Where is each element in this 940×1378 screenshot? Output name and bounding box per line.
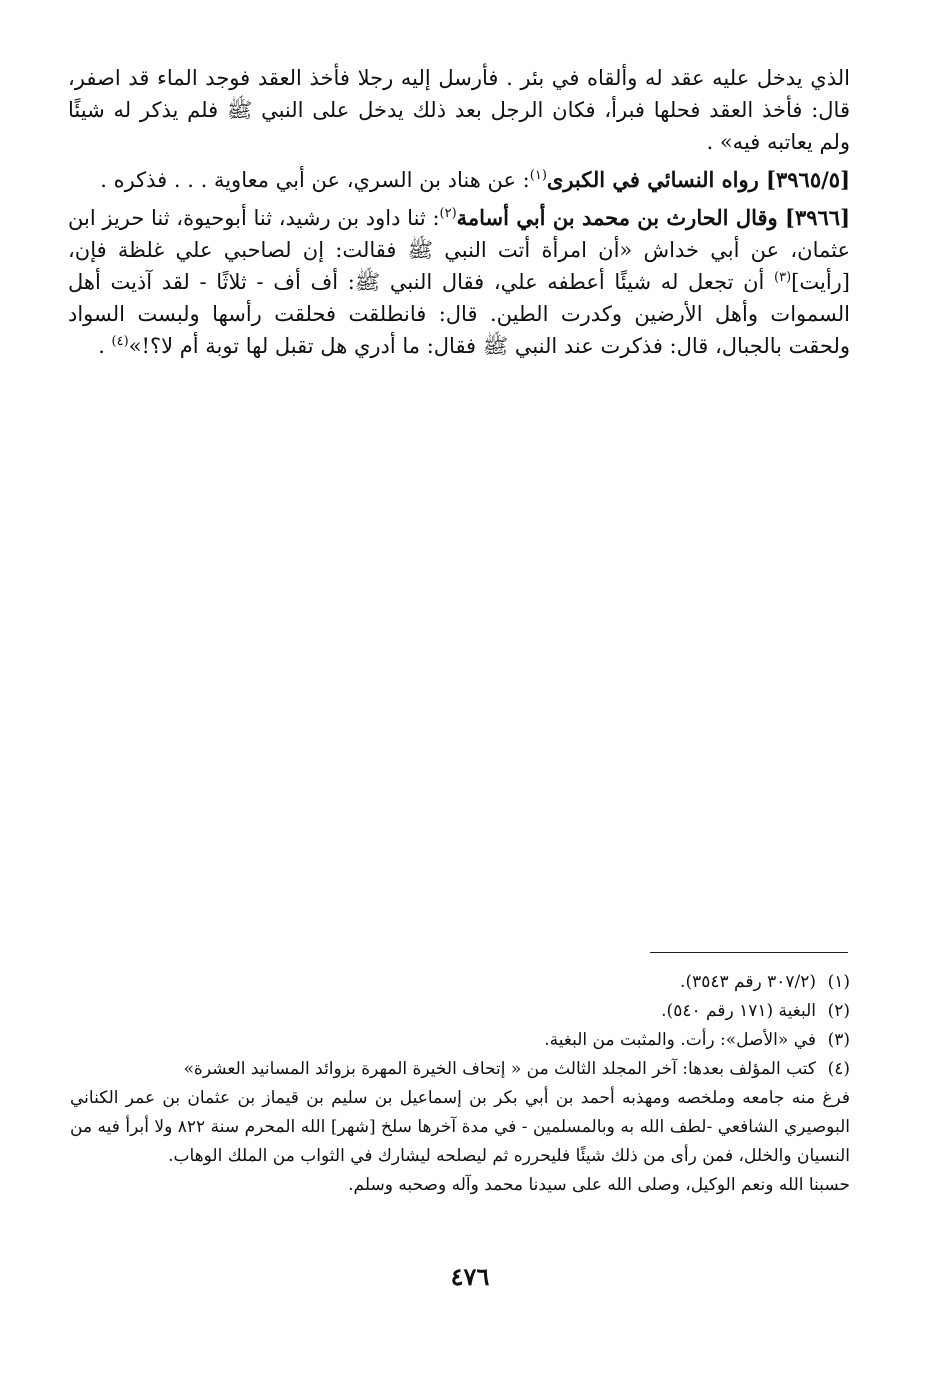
footnotes [70,968,850,1200]
footnote-4-colophon [70,1084,850,1200]
footnote-ref-1[interactable]: (١) [529,168,547,183]
footnote-ref-2[interactable]: (٢) [439,206,457,221]
footnote-number: (٣) [827,1030,850,1050]
footnote-2 [70,997,850,1026]
paragraph-hadith-end [68,62,850,158]
colophon-text: فرغ منه جامعه وملخصه ومهذبه أحمد بن أبي بكر بن إسماعيل بن سليم بن قيماز بن عثمان بن عمر الكناني البوصيري الشافعي -لطف الله به وبالمسلمين - في مدة آخرها سلخ [شهر] الله المحرم سنة ٨٢٢ ولا أبرأ فيه من النسيان والخلل، فمن رأى من ذلك شيئًا فليحرره ثم ليصلحه ليشارك في الثواب من الملك الوهاب. [70,1088,850,1166]
paragraph-1-text: الذي يدخل عليه عقد له وألقاه في بئر . فأرسل إليه رجلا فأخذ العقد فوجد الماء قد اصفر، قال: فأخذ العقد فحلها فبرأ، فكان الرجل بعد ذلك يدخل على النبي ﷺ فلم يذكر له شيئًا ولم يعاتبه فيه» . [68,66,850,154]
footnote-number: (٤) [827,1059,850,1079]
hadith-3966-text-part1: : ثنا داود بن رشيد، ثنا أبوحيوة، ثنا حريز ابن عثمان، عن أبي خداش «أن امرأة أتت النبي ﷺ فقالت: إن لصاحبي علي غلظة فإن، [رأيت] [68,206,850,294]
footnote-ref-3[interactable]: (٣) [774,270,792,285]
footnote-ref-4[interactable]: (٤) [111,334,129,349]
page-number: ٤٧٦ [450,1262,490,1291]
footnote-text: (٣٠٧/٢ رقم ٣٥٤٣). [680,972,816,992]
footnote-separator [650,952,848,953]
footnote-text: كتب المؤلف بعدها: آخر المجلد الثالث من « إتحاف الخيرة المهرة بزوائد المسانيد العشرة» [183,1059,816,1079]
hadith-3966-heading: [٣٩٦٦] وقال الحارث بن محمد بن أبي أسامة [456,205,850,230]
colophon-closing: حسبنا الله ونعم الوكيل، وصلى الله على سيدنا محمد وآله وصحبه وسلم. [348,1175,850,1195]
hadith-3965-chain: : عن هناد بن السري، عن أبي معاوية . . . فذكره . [100,168,530,192]
main-text [68,62,850,368]
footnote-1 [70,968,850,997]
footnote-text: البغية (١٧١ رقم ٥٤٠). [661,1001,816,1021]
footnote-4 [70,1055,850,1084]
footnote-number: (١) [827,972,850,992]
footnote-3 [70,1026,850,1055]
paragraph-3966 [68,202,850,362]
paragraph-3965 [68,164,850,196]
hadith-3965-heading: [٣٩٦٥/٥] رواه النسائي في الكبرى [546,167,850,192]
footnote-text: في «الأصل»: رأت. والمثبت من البغية. [544,1030,816,1050]
footnote-number: (٢) [827,1001,850,1021]
hadith-3966-text-part2: أن تجعل له شيئًا أعطفه علي، فقال النبي ﷺ: أف أف - ثلاثًا - لقد آذيت أهل السموات وأهل الأرضين وكدرت الطين. قال: فانطلقت فحلقت رأسها ولبست السواد ولحقت بالجبال، قال: فذكرت عند النبي ﷺ فقال: ما أدري هل تقبل لها توبة أم لا؟!» [68,270,850,358]
hadith-3966-end: . [98,334,112,358]
